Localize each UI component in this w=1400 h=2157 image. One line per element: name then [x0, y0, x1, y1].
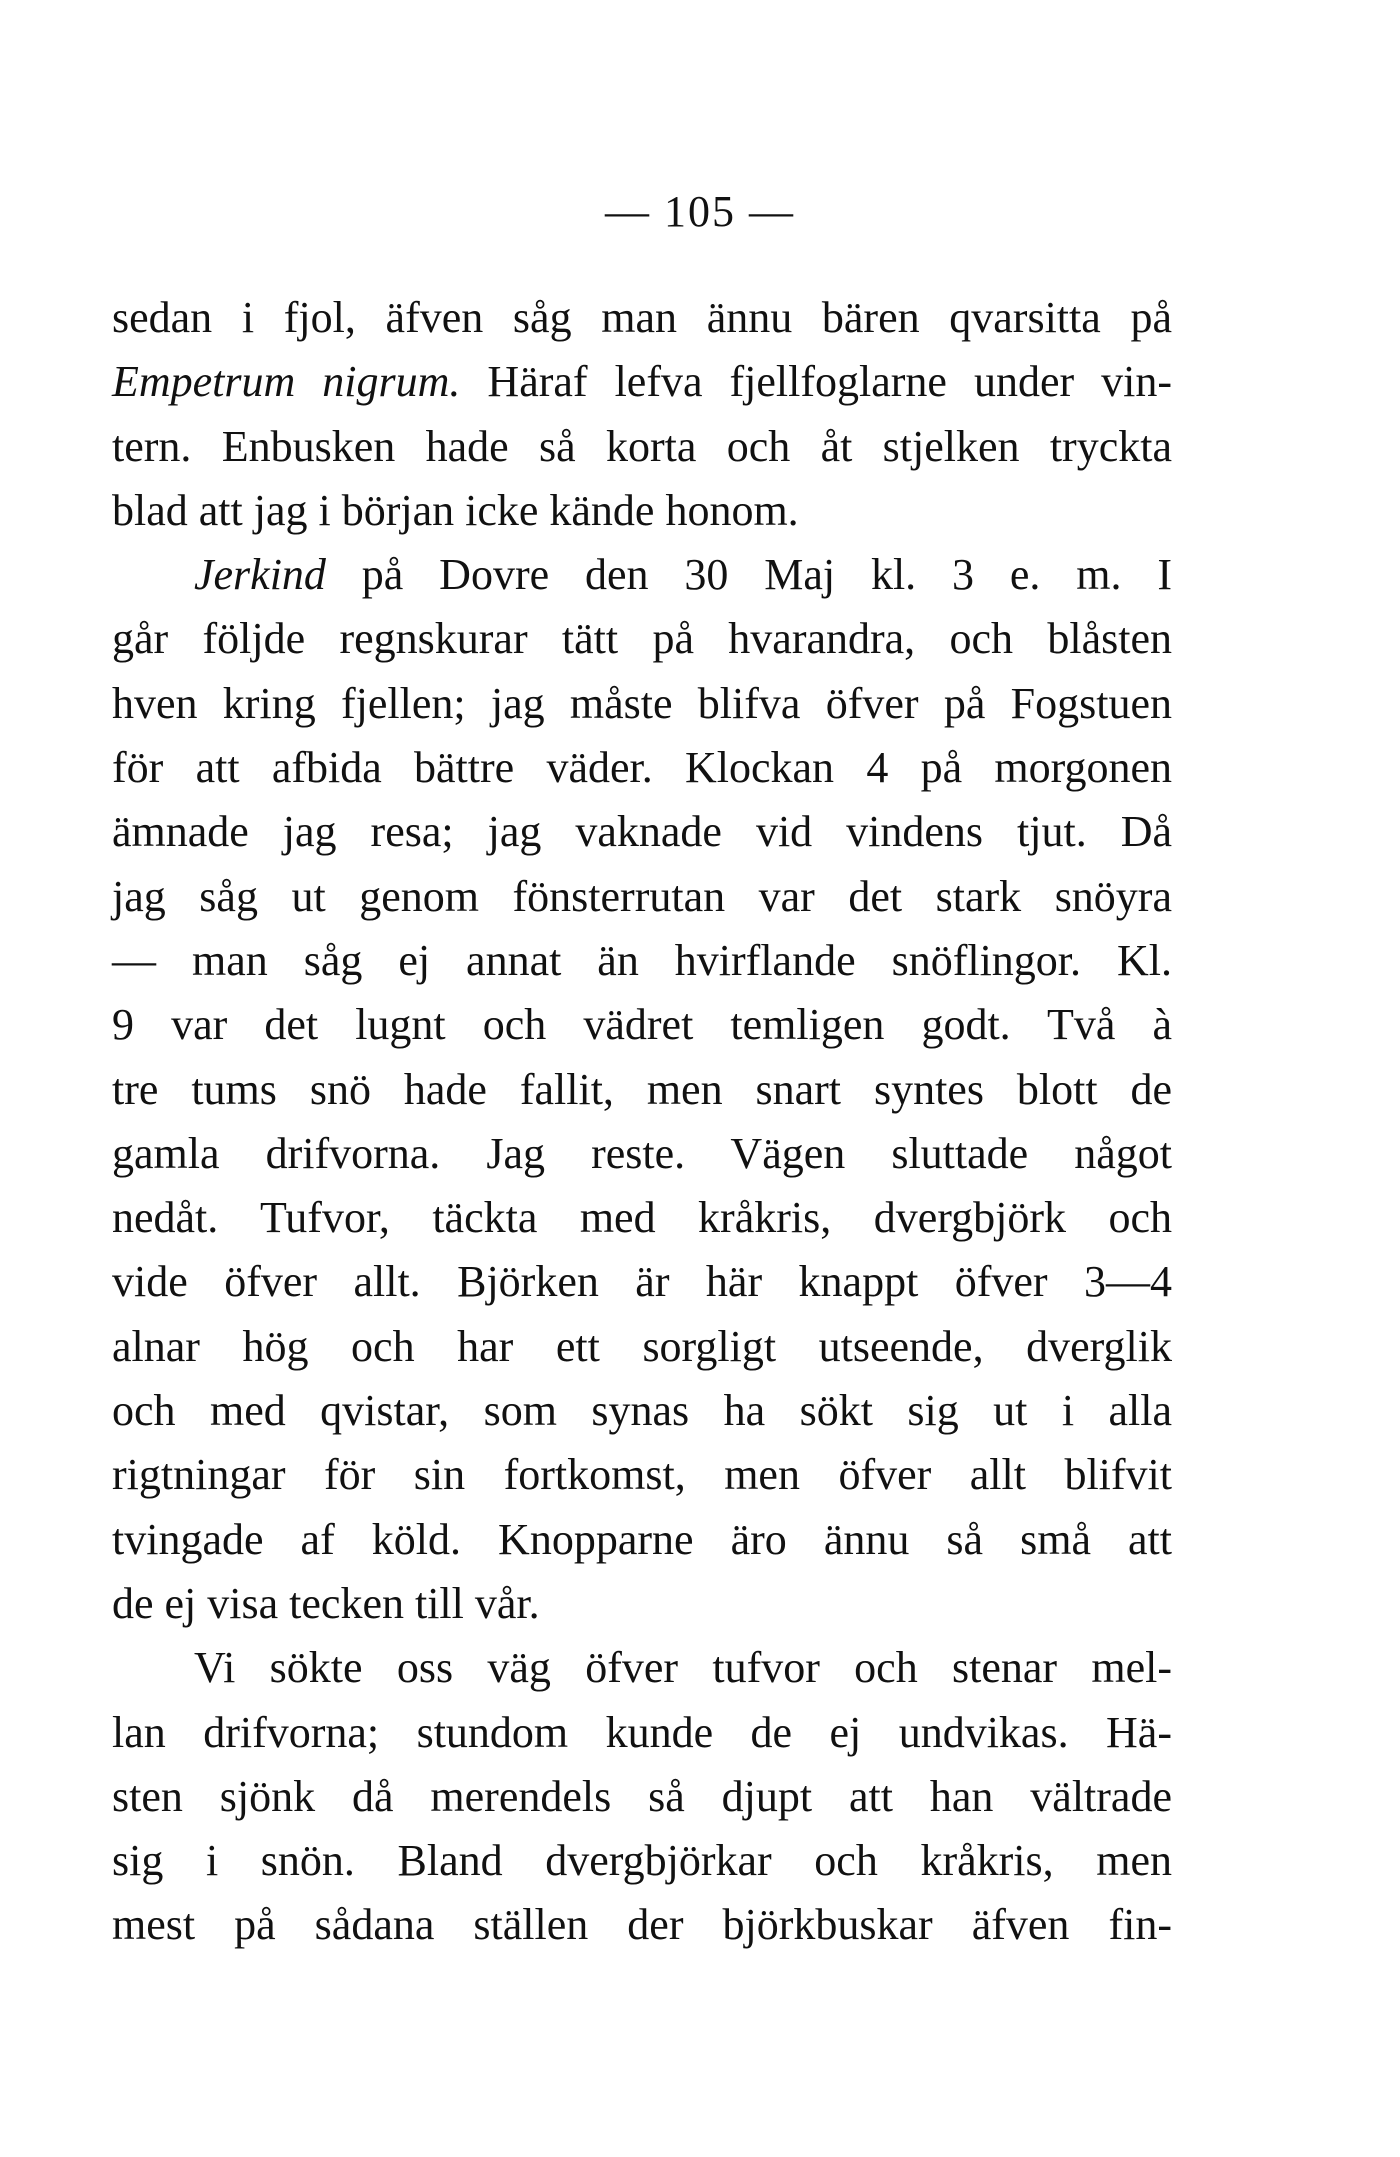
text-line: ämnade jag resa; jag vaknade vid vindens tjut. Då	[112, 807, 1172, 857]
place-name: Jerkind	[194, 550, 326, 600]
text-line: de ej visa tecken till vår.	[112, 1578, 540, 1628]
text-line: blad att jag i början icke kände honom.	[112, 485, 799, 535]
text-line: sten sjönk då merendels så djupt att han vältrade	[112, 1771, 1172, 1821]
text-line: Jerkind på Dovre den 30 Maj kl. 3 e. m. I	[194, 550, 1172, 600]
text-line: alnar hög och har ett sorgligt utseende, dverglik	[112, 1321, 1172, 1371]
text-line: tern. Enbusken hade så korta och åt stjelken tryckta	[112, 421, 1172, 471]
text-line: går följde regnskurar tätt på hvarandra, och blåsten	[112, 614, 1172, 664]
body-text	[112, 286, 1172, 1958]
text-line: Vi sökte oss väg öfver tufvor och stenar mel-	[194, 1643, 1172, 1693]
paragraph-2	[112, 543, 1172, 1636]
text-line: tvingade af köld. Knopparne äro ännu så små att	[112, 1514, 1172, 1564]
text-line: sedan i fjol, äfven såg man ännu bären qvarsitta på	[112, 293, 1172, 342]
species-name: Empetrum nigrum.	[112, 357, 461, 407]
text-line: hven kring fjellen; jag måste blifva öfver på Fogstuen	[112, 678, 1172, 728]
text-line: sig i snön. Bland dvergbjörkar och kråkris, men	[112, 1836, 1172, 1886]
text-line: lan drifvorna; stundom kunde de ej undvikas. Hä-	[112, 1707, 1172, 1757]
text-line: jag såg ut genom fönsterrutan var det stark snöyra	[112, 871, 1172, 921]
text-line: — man såg ej annat än hvirflande snöflingor. Kl.	[112, 935, 1172, 985]
text-line: mest på sådana ställen der björkbuskar äfven fin-	[112, 1900, 1172, 1950]
paragraph-3	[112, 1636, 1172, 1957]
text-line: rigtningar för sin fortkomst, men öfver allt blifvit	[112, 1450, 1172, 1500]
text-line: nedåt. Tufvor, täckta med kråkris, dvergbjörk och	[112, 1193, 1172, 1243]
text-line: gamla drifvorna. Jag reste. Vägen sluttade något	[112, 1128, 1172, 1178]
text-line: för att afbida bättre väder. Klockan 4 på morgonen	[112, 743, 1172, 793]
page-number: — 105 —	[605, 187, 795, 236]
text-line: tre tums snö hade fallit, men snart syntes blott de	[112, 1064, 1172, 1114]
text-line: och med qvistar, som synas ha sökt sig ut i alla	[112, 1386, 1172, 1436]
text-line: 9 var det lugnt och vädret temligen godt. Två à	[112, 1000, 1172, 1050]
paragraph-1	[112, 286, 1172, 543]
text-line: Empetrum nigrum. Häraf lefva fjellfoglarne under vin-	[112, 357, 1173, 407]
text-line: vide öfver allt. Björken är här knappt öfver 3—4	[112, 1257, 1172, 1307]
